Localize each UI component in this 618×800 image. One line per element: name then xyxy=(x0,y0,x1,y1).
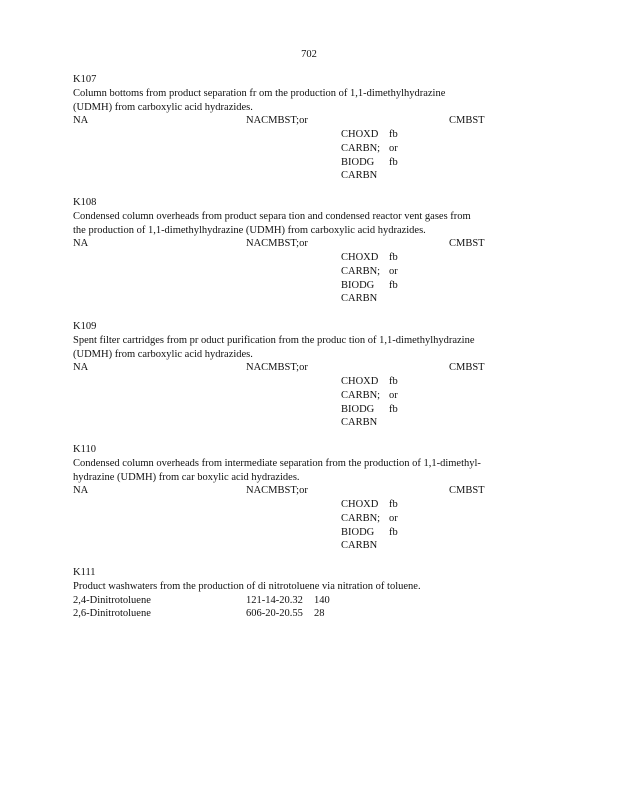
technology-entry xyxy=(341,251,533,265)
technology-entry xyxy=(341,539,533,553)
constituent-row xyxy=(73,237,533,251)
wastewater-standard: NACMBST;or xyxy=(246,362,308,374)
technology-code: CARBN; xyxy=(341,389,381,401)
waste-description-line: (UDMH) from carboxylic acid hydrazides. xyxy=(73,348,253,360)
constituent-row xyxy=(73,114,533,128)
constituent-name: NA xyxy=(73,115,89,127)
technology-connector: fb xyxy=(389,156,398,168)
constituent-name: 2,6-Dinitrotoluene xyxy=(73,608,151,620)
technology-entry xyxy=(341,265,533,279)
waste-block-k111 xyxy=(73,566,533,621)
technology-connector: fb xyxy=(389,403,398,415)
waste-code: K108 xyxy=(73,197,97,208)
cas-and-wastewater-value: 121-14-20.32 xyxy=(246,594,303,606)
waste-description-line: hydrazine (UDMH) from car boxylic acid hydrazides. xyxy=(73,471,300,483)
technology-entry xyxy=(341,375,533,389)
technology-connector: fb xyxy=(389,128,398,140)
cas-and-wastewater-value: 606-20-20.55 xyxy=(246,608,303,620)
waste-description-line: Condensed column overheads from intermediate separation from the production of 1,1-dimethyl- xyxy=(73,458,481,469)
waste-description-line: Column bottoms from product separation fr om the production of 1,1-dimethylhydrazine xyxy=(73,88,446,99)
technology-connector: or xyxy=(389,265,398,277)
page-number: 702 xyxy=(301,49,317,60)
technology-connector: fb xyxy=(389,526,398,538)
wastewater-standard: NACMBST;or xyxy=(246,485,308,497)
technology-code: BIODG xyxy=(341,403,375,415)
technology-connector: fb xyxy=(389,498,398,510)
nonwastewater-standard: CMBST xyxy=(449,115,485,127)
constituent-row xyxy=(73,484,533,498)
technology-connector: fb xyxy=(389,279,398,291)
technology-entry xyxy=(341,526,533,540)
technology-code: CHOXD xyxy=(341,498,379,510)
technology-code: BIODG xyxy=(341,279,375,291)
constituent-name: NA xyxy=(73,238,89,250)
waste-block-k108 xyxy=(73,196,533,306)
nonwastewater-standard: CMBST xyxy=(449,485,485,497)
constituent-name: 2,4-Dinitrotoluene xyxy=(73,594,151,606)
waste-description-line: the production of 1,1-dimethylhydrazine (UDMH) from carboxylic acid hydrazides. xyxy=(73,224,426,236)
technology-connector: or xyxy=(389,389,398,401)
technology-connector: or xyxy=(389,142,398,154)
nonwastewater-value: 140 xyxy=(314,594,330,606)
technology-entry xyxy=(341,512,533,526)
technology-code: CARBN xyxy=(341,170,378,182)
technology-list xyxy=(341,375,533,431)
technology-code: CARBN; xyxy=(341,512,381,524)
technology-code: CARBN; xyxy=(341,265,381,277)
waste-description-line: Spent filter cartridges from pr oduct purification from the produc tion of 1,1-dimethylhydrazine xyxy=(73,335,475,346)
waste-description-line: Product washwaters from the production of di nitrotoluene via nitration of toluene. xyxy=(73,581,421,592)
technology-list xyxy=(341,498,533,554)
technology-code: CHOXD xyxy=(341,128,379,140)
technology-entry xyxy=(341,403,533,417)
constituent-name: NA xyxy=(73,485,89,497)
nonwastewater-standard: CMBST xyxy=(449,362,485,374)
technology-entry xyxy=(341,156,533,170)
technology-code: CARBN xyxy=(341,293,378,305)
waste-description-line: Condensed column overheads from product separa tion and condensed reactor vent gases from xyxy=(73,211,471,222)
technology-code: CHOXD xyxy=(341,251,379,263)
technology-entry xyxy=(341,389,533,403)
waste-code: K110 xyxy=(73,444,96,455)
constituent-row xyxy=(73,607,533,621)
waste-block-k109 xyxy=(73,320,533,430)
nonwastewater-value: 28 xyxy=(314,608,325,620)
technology-entry xyxy=(341,292,533,306)
nonwastewater-standard: CMBST xyxy=(449,238,485,250)
waste-block-k107 xyxy=(73,73,533,183)
technology-code: BIODG xyxy=(341,526,375,538)
constituent-name: NA xyxy=(73,362,89,374)
technology-list xyxy=(341,251,533,307)
technology-entry xyxy=(341,498,533,512)
technology-code: CARBN xyxy=(341,540,378,552)
waste-block-k110 xyxy=(73,443,533,553)
technology-code: CARBN xyxy=(341,417,378,429)
constituent-row xyxy=(73,361,533,375)
technology-entry xyxy=(341,169,533,183)
technology-entry xyxy=(341,416,533,430)
technology-connector: fb xyxy=(389,251,398,263)
technology-entry xyxy=(341,142,533,156)
wastewater-standard: NACMBST;or xyxy=(246,115,308,127)
waste-code: K107 xyxy=(73,74,97,85)
waste-code: K109 xyxy=(73,321,97,332)
technology-list xyxy=(341,128,533,184)
technology-connector: or xyxy=(389,512,398,524)
waste-description-line: (UDMH) from carboxylic acid hydrazides. xyxy=(73,101,253,113)
technology-entry xyxy=(341,128,533,142)
waste-code: K111 xyxy=(73,567,96,578)
technology-entry xyxy=(341,279,533,293)
technology-code: CHOXD xyxy=(341,375,379,387)
technology-connector: fb xyxy=(389,375,398,387)
technology-code: CARBN; xyxy=(341,142,381,154)
technology-code: BIODG xyxy=(341,156,375,168)
constituent-row xyxy=(73,594,533,608)
wastewater-standard: NACMBST;or xyxy=(246,238,308,250)
